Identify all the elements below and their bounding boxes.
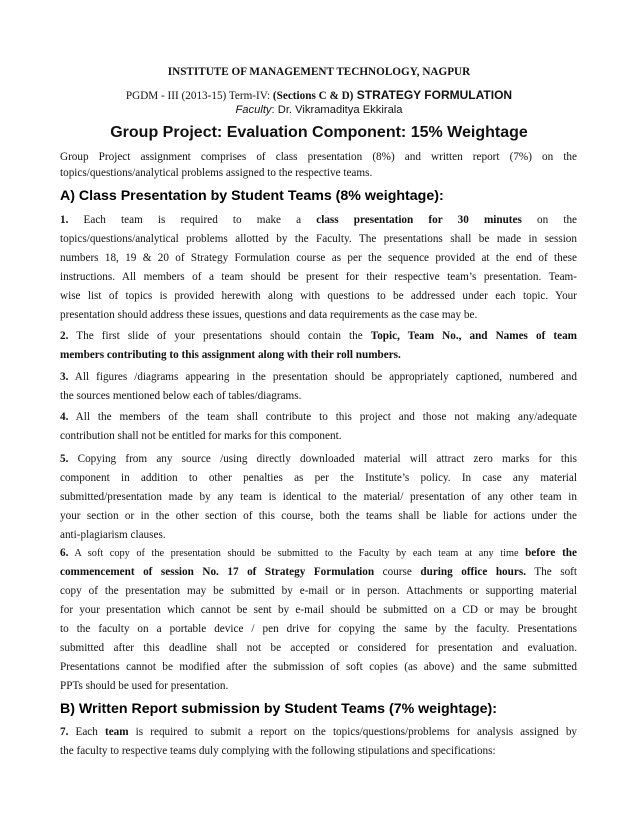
item-6-line: Presentations cannot be modified after the submission of soft copies (as above) and the same submitted (60, 661, 577, 673)
item-text: Copying from any source /using directly downloaded material will attract zero marks for this (68, 453, 577, 465)
item-7-line (60, 726, 577, 738)
item-text-bold: class presentation for 30 minutes (316, 214, 522, 226)
item-number: 1. (60, 214, 69, 226)
item-6-line: submitted after this deadline shall not be accepted or considered for presentation and evaluation. (60, 642, 577, 654)
item-text: All figures /diagrams appearing in the presentation should be appropriately captioned, numbered and (68, 371, 577, 383)
section-a-heading: A) Class Presentation by Student Teams (8% weightage): (60, 188, 444, 204)
item-1-line: presentation should address these issues, questions and data requirements as the case may be. (60, 309, 478, 321)
item-text: course (374, 566, 421, 578)
faculty-name: : Dr. Vikramaditya Ekkirala (271, 104, 403, 116)
item-1-line (60, 214, 577, 226)
course-sections: (Sections C & D) (272, 90, 354, 102)
item-1-line: topics/questions/analytical problems allotted by the Faculty. The presentations shall be made in session (60, 233, 577, 245)
item-number: 2. (60, 330, 69, 342)
item-text-bold: team (104, 726, 129, 738)
document-title: Group Project: Evaluation Component: 15% Weightage (110, 124, 528, 141)
item-text-bold: during office hours. (420, 566, 526, 578)
item-text-bold: before the (525, 547, 577, 559)
item-number: 4. (60, 411, 69, 423)
item-1-line: numbers 18, 19 & 20 of Strategy Formulation course as per the sequence provided at the end of these (60, 252, 577, 264)
section-b-heading: B) Written Report submission by Student Teams (7% weightage): (60, 701, 497, 717)
item-6-line: copy of the presentation may be submitted by e-mail or in person. Attachments or supporting material (60, 585, 577, 597)
item-6-line (60, 547, 577, 559)
item-7-line: the faculty to respective teams duly complying with the following stipulations and specifications: (60, 745, 496, 757)
item-2-line: members contributing to this assignment along with their roll numbers. (60, 349, 401, 361)
intro-line: Group Project assignment comprises of class presentation (8%) and written report (7%) on the (60, 151, 577, 163)
item-text: A soft copy of the presentation should be submitted to the Faculty by each team at any time (68, 548, 526, 559)
item-4-line: contribution shall not be entitled for marks for this component. (60, 430, 342, 442)
item-4-line (60, 411, 577, 423)
item-text: Each (68, 726, 105, 738)
item-text: Each team is required to make a (68, 214, 317, 226)
item-5-line: anti-plagiarism clauses. (60, 529, 166, 541)
item-number: 6. (60, 547, 69, 559)
item-3-line (60, 371, 577, 383)
course-line (0, 88, 638, 102)
item-6-line (60, 566, 577, 578)
item-text-bold: Topic, Team No., and Names of team (370, 330, 577, 342)
item-number: 3. (60, 371, 69, 383)
course-name: STRATEGY FORMULATION (353, 88, 513, 102)
item-5-line: component in addition to other penalties as per the Institute’s policy. In case any material (60, 472, 577, 484)
item-5-line (60, 453, 577, 465)
faculty-line (0, 104, 638, 116)
item-text: The soft (526, 566, 578, 578)
intro-line: topics/questions/analytical problems assigned to the respective teams. (60, 167, 373, 179)
item-6-line: to the faculty on a portable device / pen drive for copying the same by the faculty. Presentations (60, 623, 577, 635)
item-5-line: submitted/presentation made by any team is identical to the material/ presentation of any other team in (60, 491, 577, 503)
item-3-line: the sources mentioned below each of tables/diagrams. (60, 390, 302, 402)
item-1-line: wise list of topics is provided herewith along with questions to be addressed under each topic. Your (60, 290, 577, 302)
item-text: The first slide of your presentations should contain the (68, 330, 371, 342)
item-text: All the members of the team shall contribute to this project and those not making any/adequate (68, 411, 577, 423)
item-number: 5. (60, 453, 69, 465)
item-6-line: for your presentation which cannot be sent by e-mail should be submitted on a CD or may be brought (60, 604, 577, 616)
item-number: 7. (60, 726, 69, 738)
item-6-line: PPTs should be used for presentation. (60, 680, 229, 692)
item-1-line: instructions. All members of a team should be present for their respective team’s presentation. Team- (60, 271, 577, 283)
faculty-label: Faculty (235, 104, 272, 116)
course-prefix: PGDM - III (2013-15) Term-IV: (125, 90, 273, 102)
item-5-line: your section or in the other section of this course, both the teams shall be liable for actions under the (60, 510, 577, 522)
institute-name: INSTITUTE OF MANAGEMENT TECHNOLOGY, NAGPUR (167, 66, 471, 78)
item-text: is required to submit a report on the topics/questions/problems for analysis assigned by (128, 726, 578, 738)
item-2-line (60, 330, 577, 342)
item-text-bold: commencement of session No. 17 of Strategy Formulation (60, 566, 375, 578)
item-text: on the (521, 214, 577, 226)
